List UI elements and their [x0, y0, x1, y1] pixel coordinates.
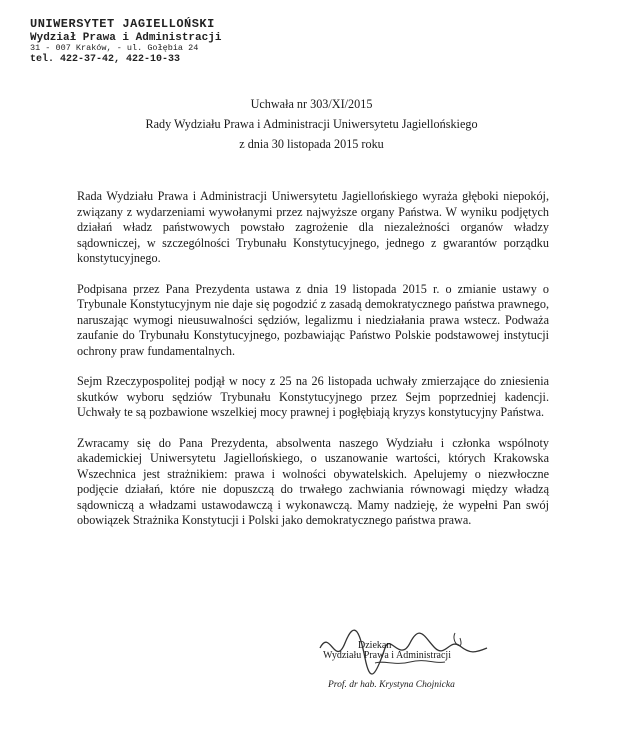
stamp-phone: tel. 422-37-42, 422-10-33 — [30, 54, 181, 66]
paragraph: Rada Wydziału Prawa i Administracji Uniwersytetu Jagiellońskiego wyraża głęboki niepokój, związany z wydarzeniami wywołanymi przez najwyższe organy Państwa. W wyniku podjętych działań władz państwowych powstało zagrożenie dla niezależności organów władzy sądowniczej, w szczególności Trybunału Konstytucyjnego, jednego z gwarantów porządku konstytucyjnego. — [77, 189, 549, 265]
paragraph: Sejm Rzeczypospolitej podjął w nocy z 25 na 26 listopada uchwały zmierzające do zniesienia skutków wyboru sędziów Trybunału Konstytucyjnego przez Sejm poprzedniej kadencji. Uchwały te są pozbawione wszelkiej mocy prawnej i pogłębiają kryzys konstytucyjny Państwa. — [77, 374, 549, 419]
stamp-address: 31 - 007 Kraków, - ul. Gołębia 24 — [30, 43, 199, 54]
council-name: Rady Wydziału Prawa i Administracji Uniwersytetu Jagiellońskiego — [145, 117, 478, 131]
paragraph: Podpisana przez Pana Prezydenta ustawa z dnia 19 listopada 2015 r. o zmianie ustawy o Trybunale Konstytucyjnym nie daje się pogodzić z zasadą demokratycznego państwa prawnego, naruszając wymogi nieusuwalności sędziów, legalizmu i niedziałania prawa wstecz. Podważa zaufanie do Trybunału Konstytucyjnego, pozbawiając Państwo Polskie podstawowej instytucji ochrony praw fundamentalnych. — [77, 281, 549, 358]
signatory-title: Dziekan — [358, 640, 392, 651]
stamp-university: UNIWERSYTET JAGIELLOŃSKI — [30, 17, 215, 31]
signatory-name: Prof. dr hab. Krystyna Chojnicka — [328, 680, 455, 690]
resolution-body — [77, 189, 549, 544]
paragraph: Zwracamy się do Pana Prezydenta, absolwenta naszego Wydziału i członka wspólnoty akademickiej Uniwersytetu Jagiellońskiego, o uszanowanie wartości, których Krakowska Wszechnica jest strażnikiem: prawa i wolności obywatelskich. Apelujemy o niezwłoczne podjęcie działań, które nie dopuszczą do trwałego zachwiania równowagi między władzą sądowniczą a władzami ustawodawczą i wykonawczą. Mamy nadzieję, że wypełni Pan swój obowiązek Strażnika Konstytucji i Polski jako demokratycznego państwa prawa. — [77, 435, 549, 527]
university-stamp — [30, 18, 221, 66]
resolution-number: Uchwała nr 303/XI/2015 — [250, 97, 373, 111]
stamp-faculty: Wydział Prawa i Administracji — [30, 31, 222, 44]
resolution-date: z dnia 30 listopada 2015 roku — [239, 137, 384, 151]
signatory-department: Wydziału Prawa i Administracji — [323, 650, 451, 661]
resolution-header — [0, 94, 623, 154]
